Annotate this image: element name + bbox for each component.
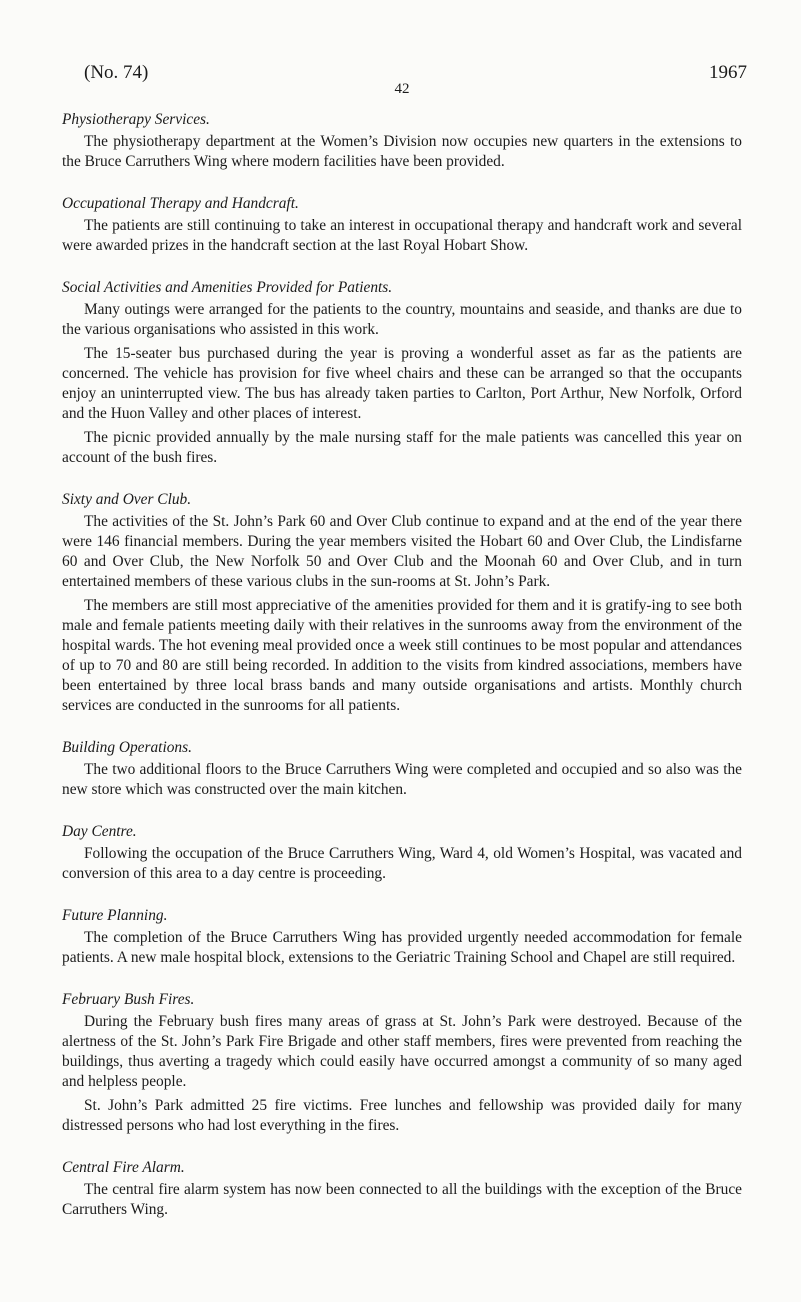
paragraph: The picnic provided annually by the male nursing staff for the male patients was cancelled this year on account of the bush fires.: [62, 429, 742, 466]
document-body: [62, 110, 742, 1220]
section-heading: Central Fire Alarm.: [62, 1159, 185, 1176]
section-heading: Day Centre.: [62, 823, 137, 840]
paragraph: The patients are still continuing to take an interest in occupational therapy and handcraft work and several were awarded prizes in the handcraft section at the last Royal Hobart Show.: [62, 217, 742, 254]
section-heading: Occupational Therapy and Handcraft.: [62, 195, 299, 212]
paragraph: During the February bush fires many areas of grass at St. John’s Park were destroyed. Because of the alertness of the St. John’s Park Fire Brigade and other staff members, fires were prevented from reaching the buildings, thus averting a tragedy which could easily have occurred amongst a community of so many aged and helpless people.: [62, 1013, 742, 1090]
section: [62, 278, 742, 468]
report-year: 1967: [709, 62, 747, 83]
section: [62, 490, 742, 716]
paragraph: Many outings were arranged for the patients to the country, mountains and seaside, and thanks are due to the various organisations who assisted in this work.: [62, 301, 742, 338]
section: [62, 194, 742, 256]
section-heading: Physiotherapy Services.: [62, 111, 210, 128]
section: [62, 906, 742, 968]
paragraph: St. John’s Park admitted 25 fire victims. Free lunches and fellowship was provided daily for many distressed persons who had lost everything in the fires.: [62, 1097, 742, 1134]
paragraph: The 15-seater bus purchased during the year is proving a wonderful asset as far as the patients are concerned. The vehicle has provision for five wheel chairs and these can be arranged so that the occupants enjoy an uninterrupted view. The bus has already taken parties to Carlton, Port Arthur, New Norfolk, Orford and the Huon Valley and other places of interest.: [62, 345, 742, 422]
paragraph: The central fire alarm system has now been connected to all the buildings with the exception of the Bruce Carruthers Wing.: [62, 1181, 742, 1218]
paragraph: The physiotherapy department at the Women’s Division now occupies new quarters in the extensions to the Bruce Carruthers Wing where modern facilities have been provided.: [62, 133, 742, 170]
section: [62, 1158, 742, 1220]
document-page: [62, 62, 747, 1224]
section-heading: Social Activities and Amenities Provided for Patients.: [62, 279, 393, 296]
section-heading: Future Planning.: [62, 907, 168, 924]
section: [62, 822, 742, 884]
page-number: 42: [394, 81, 410, 97]
paragraph: The two additional floors to the Bruce Carruthers Wing were completed and occupied and so also was the new store which was constructed over the main kitchen.: [62, 761, 742, 798]
section: [62, 110, 742, 172]
section: [62, 990, 742, 1136]
section-heading: Building Operations.: [62, 739, 192, 756]
paragraph: Following the occupation of the Bruce Carruthers Wing, Ward 4, old Women’s Hospital, was vacated and conversion of this area to a day centre is proceeding.: [62, 845, 742, 882]
section-heading: Sixty and Over Club.: [62, 491, 192, 508]
paragraph: The completion of the Bruce Carruthers Wing has provided urgently needed accommodation for female patients. A new male hospital block, extensions to the Geriatric Training School and Chapel are still required.: [62, 929, 742, 966]
report-number: (No. 74): [84, 62, 149, 83]
page-header: [62, 62, 747, 106]
section: [62, 738, 742, 800]
paragraph: The activities of the St. John’s Park 60 and Over Club continue to expand and at the end of the year there were 146 financial members. During the year members visited the Hobart 60 and Over Club, the Lindisfarne 60 and Over Club, the New Norfolk 50 and Over Club and the Moonah 60 and Over Club, and in turn entertained members of these various clubs in the sun-rooms at St. John’s Park.: [62, 513, 742, 590]
paragraph: The members are still most appreciative of the amenities provided for them and it is gratify-ing to see both male and female patients meeting daily with their relatives in the sunrooms away from the environment of the hospital wards. The hot evening meal provided once a week still continues to be most popular and attendances of up to 70 and 80 are still being recorded. In addition to the visits from kindred associations, members have been entertained by three local brass bands and many outside organisations and artists. Monthly church services are conducted in the sunrooms for all patients.: [62, 597, 742, 714]
section-heading: February Bush Fires.: [62, 991, 195, 1008]
